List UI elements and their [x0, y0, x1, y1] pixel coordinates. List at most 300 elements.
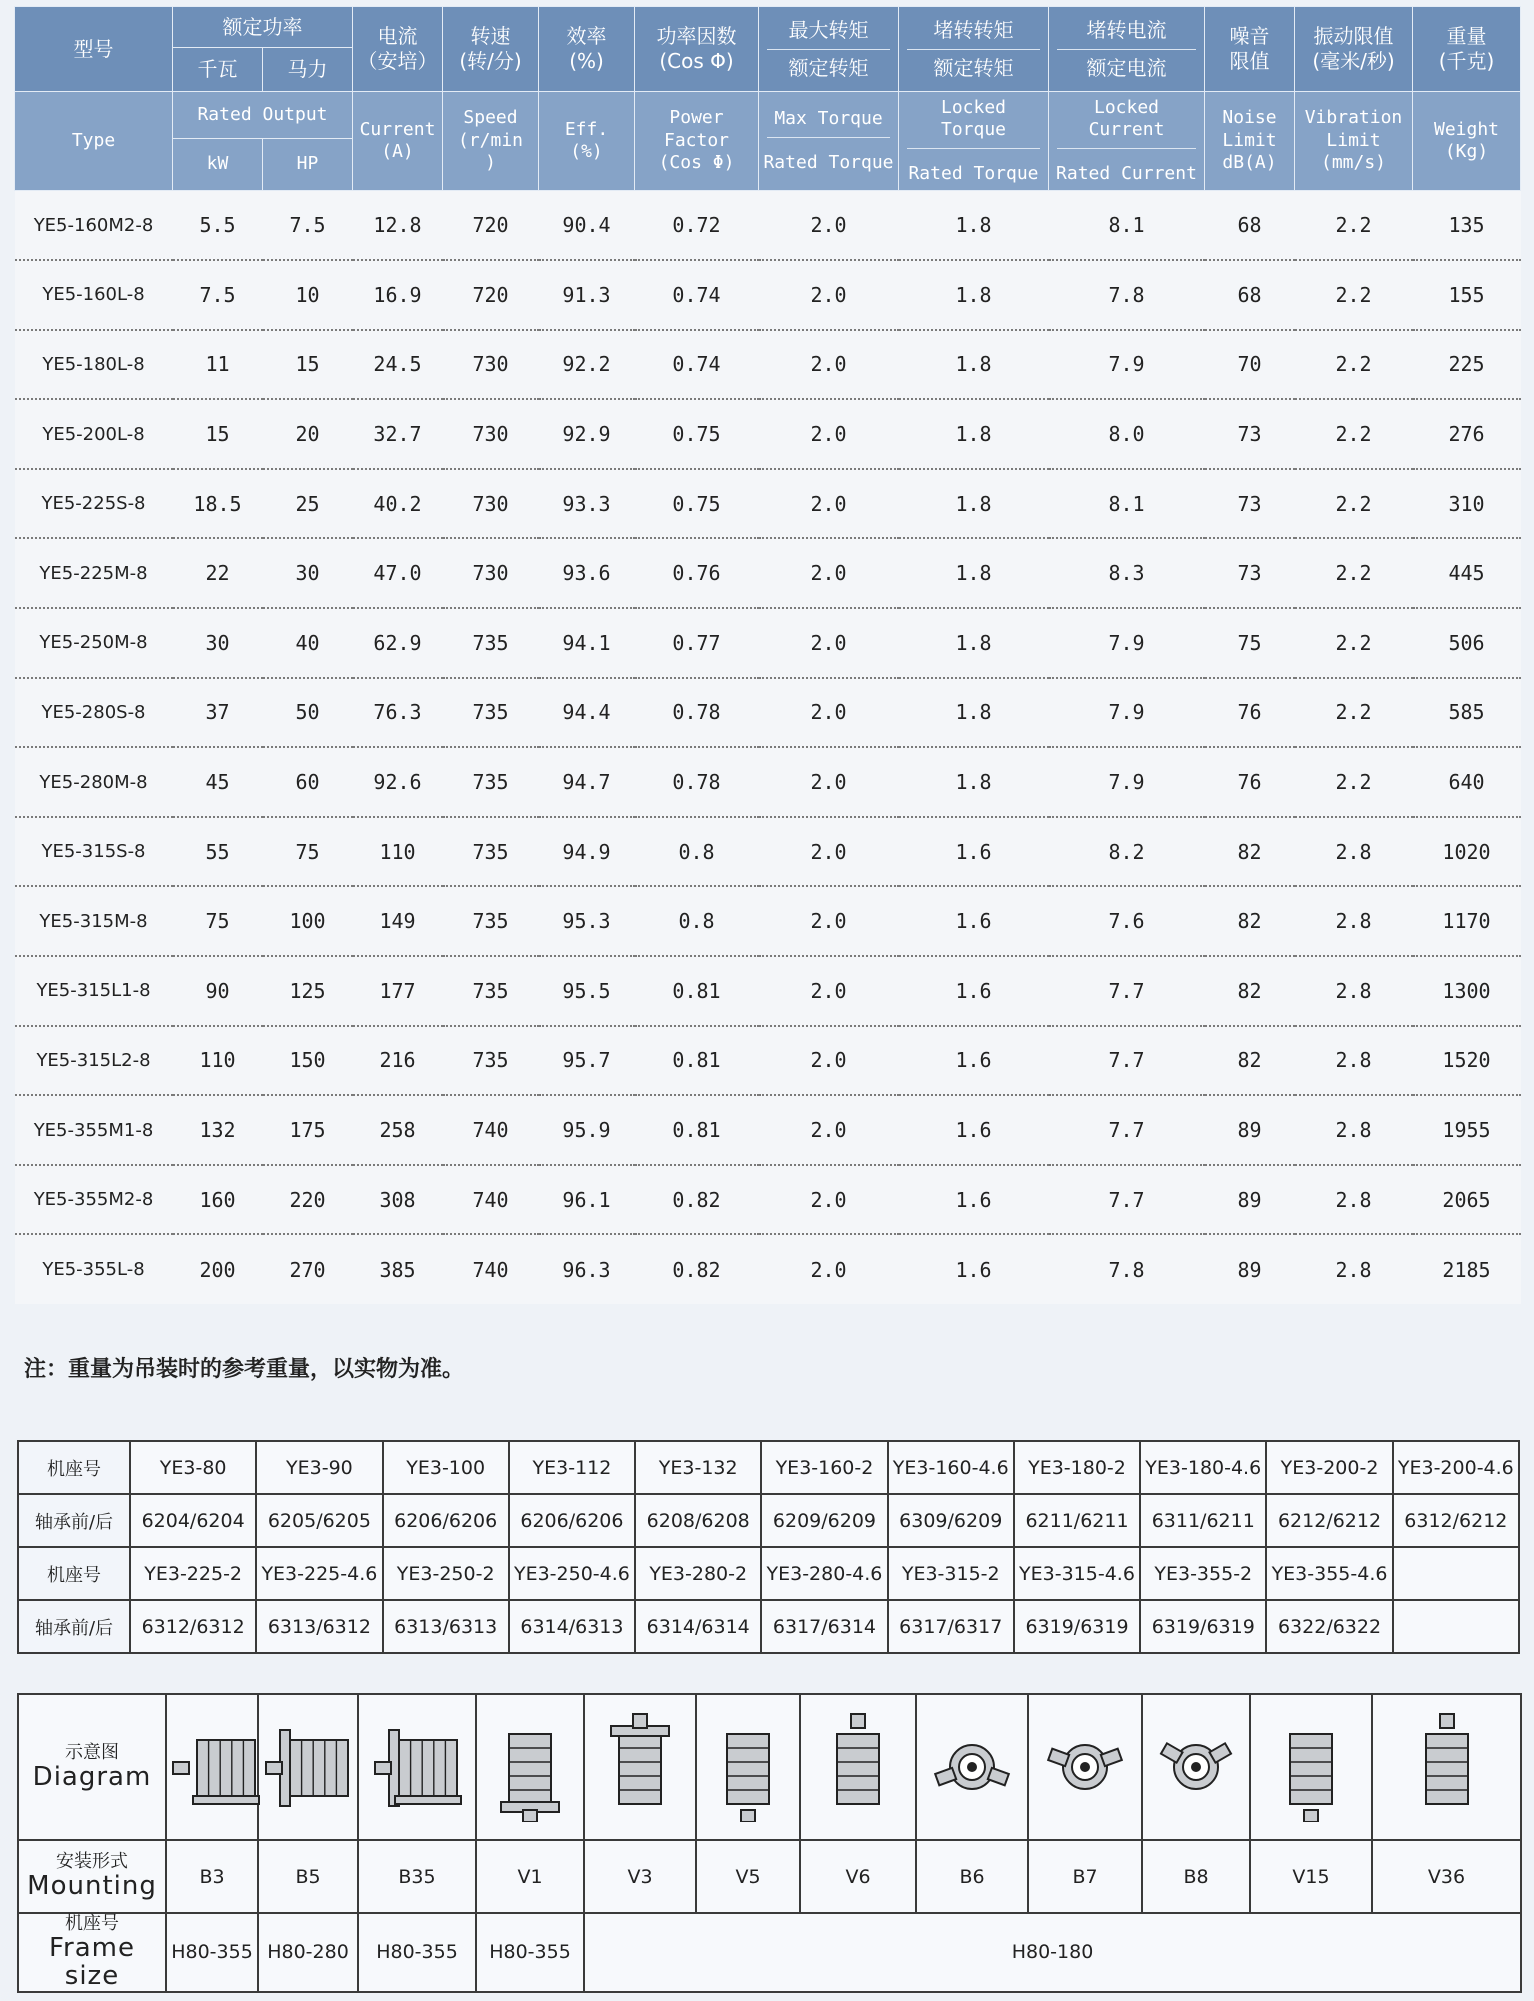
mounting-type-cell: V36: [1372, 1840, 1521, 1913]
frame-cell: YE3-225-4.6: [256, 1547, 382, 1600]
hp-cell: 25: [263, 469, 353, 539]
vibration-cell: 2.2: [1295, 469, 1413, 539]
power-factor-cell: 0.82: [635, 1165, 759, 1235]
locked-torque-ratio-cell: 1.6: [899, 1095, 1049, 1165]
frame-cell: YE3-280-4.6: [761, 1547, 887, 1600]
bearing-cell: 6309/6209: [888, 1494, 1014, 1547]
eff-cell: 95.3: [539, 886, 635, 956]
mounting-type-cell: B8: [1142, 1840, 1250, 1913]
speed-header-en: Speed (r/min ): [443, 92, 539, 191]
hp-cell: 30: [263, 538, 353, 608]
frame-size-header: 机座号 Frame size: [18, 1913, 166, 1992]
vibration-cell: 2.2: [1295, 608, 1413, 678]
max-torque-ratio-cell: 2.0: [759, 469, 899, 539]
vibration-cell: 2.2: [1295, 330, 1413, 400]
noise-cell: 68: [1205, 191, 1295, 261]
locked-current-ratio-cell: 8.1: [1049, 191, 1205, 261]
speed-cell: 740: [443, 1234, 539, 1304]
vibration-cell: 2.8: [1295, 1165, 1413, 1235]
speed-cell: 730: [443, 399, 539, 469]
bearing-cell: 6312/6212: [1393, 1494, 1519, 1547]
power-factor-cell: 0.76: [635, 538, 759, 608]
mounting-diagram-v36: [1372, 1694, 1521, 1840]
locked-current-ratio-cell: 7.8: [1049, 1234, 1205, 1304]
locked-torque-ratio-cell: 1.6: [899, 886, 1049, 956]
noise-cell: 76: [1205, 747, 1295, 817]
frame-size-cell: H80-355: [358, 1913, 476, 1992]
hp-cell: 100: [263, 886, 353, 956]
max-torque-ratio-cell: 2.0: [759, 1026, 899, 1096]
frame-label: 机座号: [18, 1547, 130, 1600]
vibration-header-en: Vibration Limit (mm/s): [1295, 92, 1413, 191]
frame-cell: YE3-355-2: [1140, 1547, 1266, 1600]
locked-torque-ratio-cell: 1.6: [899, 1026, 1049, 1096]
weight-cell: 585: [1413, 678, 1521, 748]
type-cell: YE5-355M1-8: [15, 1095, 173, 1165]
speed-cell: 735: [443, 886, 539, 956]
frame-cell: YE3-200-4.6: [1393, 1441, 1519, 1494]
bearing-row: [18, 1600, 1519, 1653]
table-row: [15, 1026, 1521, 1096]
locked-current-ratio-cell: 7.6: [1049, 886, 1205, 956]
bearing-cell: 6205/6205: [256, 1494, 382, 1547]
locked-torque-ratio-cell: 1.8: [899, 608, 1049, 678]
bearing-label: 轴承前/后: [18, 1494, 130, 1547]
bearing-cell: 6314/6314: [635, 1600, 761, 1653]
frame-cell: YE3-90: [256, 1441, 382, 1494]
max-torque-header-en: Max Torque Rated Torque: [759, 92, 899, 191]
weight-cell: 135: [1413, 191, 1521, 261]
locked-current-ratio-cell: 7.7: [1049, 1026, 1205, 1096]
weight-cell: 2185: [1413, 1234, 1521, 1304]
eff-cell: 94.7: [539, 747, 635, 817]
bearing-cell: 6208/6208: [635, 1494, 761, 1547]
locked-current-ratio-cell: 7.9: [1049, 678, 1205, 748]
weight-cell: 1020: [1413, 817, 1521, 887]
locked-torque-ratio-cell: 1.8: [899, 747, 1049, 817]
speed-cell: 735: [443, 956, 539, 1026]
type-header-en: Type: [15, 92, 173, 191]
weight-cell: 1520: [1413, 1026, 1521, 1096]
hp-cell: 15: [263, 330, 353, 400]
noise-cell: 73: [1205, 538, 1295, 608]
current-cell: 76.3: [353, 678, 443, 748]
type-cell: YE5-225M-8: [15, 538, 173, 608]
bearing-cell: 6311/6211: [1140, 1494, 1266, 1547]
frame-cell: YE3-160-2: [761, 1441, 887, 1494]
mounting-type-cell: B7: [1028, 1840, 1142, 1913]
locked-torque-ratio-cell: 1.6: [899, 956, 1049, 1026]
noise-cell: 89: [1205, 1234, 1295, 1304]
speed-cell: 735: [443, 1026, 539, 1096]
table-row: [15, 817, 1521, 887]
rated-output-header-en: Rated Output: [173, 92, 353, 139]
table-row: [15, 886, 1521, 956]
locked-current-ratio-cell: 7.8: [1049, 260, 1205, 330]
speed-header-cn: 转速 (转/分): [443, 7, 539, 92]
hp-header-en: HP: [263, 139, 353, 191]
max-torque-ratio-cell: 2.0: [759, 260, 899, 330]
speed-cell: 730: [443, 330, 539, 400]
bearing-cell: 6206/6206: [509, 1494, 635, 1547]
power-factor-cell: 0.75: [635, 469, 759, 539]
speed-cell: 740: [443, 1095, 539, 1165]
current-cell: 32.7: [353, 399, 443, 469]
current-cell: 47.0: [353, 538, 443, 608]
max-torque-ratio-cell: 2.0: [759, 1165, 899, 1235]
eff-cell: 96.3: [539, 1234, 635, 1304]
mounting-type-cell: V1: [476, 1840, 584, 1913]
kw-header-cn: 千瓦: [173, 48, 263, 92]
mounting-diagram-v3: [584, 1694, 696, 1840]
current-cell: 62.9: [353, 608, 443, 678]
current-cell: 24.5: [353, 330, 443, 400]
noise-cell: 82: [1205, 956, 1295, 1026]
frame-cell: [1393, 1547, 1519, 1600]
mounting-type-cell: V15: [1250, 1840, 1372, 1913]
locked-torque-ratio-cell: 1.8: [899, 399, 1049, 469]
noise-cell: 73: [1205, 469, 1295, 539]
type-cell: YE5-160L-8: [15, 260, 173, 330]
table-row: [15, 1095, 1521, 1165]
speed-cell: 730: [443, 469, 539, 539]
kw-cell: 11: [173, 330, 263, 400]
power-factor-cell: 0.75: [635, 399, 759, 469]
current-cell: 258: [353, 1095, 443, 1165]
diagram-row: [18, 1694, 1521, 1840]
mounting-type-cell: V5: [696, 1840, 800, 1913]
mounting-table: [17, 1693, 1522, 1993]
power-factor-cell: 0.81: [635, 1026, 759, 1096]
frame-cell: YE3-100: [383, 1441, 509, 1494]
table-row: [15, 678, 1521, 748]
frame-cell: YE3-315-2: [888, 1547, 1014, 1600]
eff-cell: 96.1: [539, 1165, 635, 1235]
locked-torque-ratio-cell: 1.8: [899, 191, 1049, 261]
type-cell: YE5-160M2-8: [15, 191, 173, 261]
noise-cell: 75: [1205, 608, 1295, 678]
kw-cell: 160: [173, 1165, 263, 1235]
noise-cell: 89: [1205, 1165, 1295, 1235]
current-cell: 92.6: [353, 747, 443, 817]
kw-cell: 7.5: [173, 260, 263, 330]
eff-cell: 91.3: [539, 260, 635, 330]
type-cell: YE5-315S-8: [15, 817, 173, 887]
eff-cell: 95.5: [539, 956, 635, 1026]
kw-cell: 55: [173, 817, 263, 887]
bearing-cell: 6204/6204: [130, 1494, 256, 1547]
bearing-cell: 6314/6313: [509, 1600, 635, 1653]
frame-size-row: [18, 1913, 1521, 1992]
weight-cell: 276: [1413, 399, 1521, 469]
mounting-diagram-b7: [1028, 1694, 1142, 1840]
type-cell: YE5-225S-8: [15, 469, 173, 539]
vibration-cell: 2.8: [1295, 817, 1413, 887]
eff-cell: 94.9: [539, 817, 635, 887]
hp-cell: 125: [263, 956, 353, 1026]
hp-cell: 150: [263, 1026, 353, 1096]
kw-cell: 90: [173, 956, 263, 1026]
vibration-cell: 2.8: [1295, 1026, 1413, 1096]
max-torque-header-cn: 最大转矩 额定转矩: [759, 7, 899, 92]
mounting-diagram-v15: [1250, 1694, 1372, 1840]
vibration-cell: 2.8: [1295, 1234, 1413, 1304]
kw-cell: 30: [173, 608, 263, 678]
bearing-cell: 6209/6209: [761, 1494, 887, 1547]
current-cell: 177: [353, 956, 443, 1026]
speed-cell: 735: [443, 608, 539, 678]
hp-cell: 20: [263, 399, 353, 469]
motor-spec-table: [14, 6, 1521, 1304]
weight-cell: 155: [1413, 260, 1521, 330]
power-factor-cell: 0.77: [635, 608, 759, 678]
locked-torque-header-en: Locked Torque Rated Torque: [899, 92, 1049, 191]
table-row: [15, 956, 1521, 1026]
vibration-cell: 2.2: [1295, 260, 1413, 330]
current-cell: 385: [353, 1234, 443, 1304]
speed-cell: 720: [443, 260, 539, 330]
frame-cell: YE3-80: [130, 1441, 256, 1494]
locked-torque-ratio-cell: 1.8: [899, 538, 1049, 608]
table-row: [15, 538, 1521, 608]
weight-cell: 640: [1413, 747, 1521, 817]
locked-torque-ratio-cell: 1.6: [899, 817, 1049, 887]
mounting-type-cell: B35: [358, 1840, 476, 1913]
eff-cell: 92.2: [539, 330, 635, 400]
mounting-type-cell: V3: [584, 1840, 696, 1913]
table-row: [15, 747, 1521, 817]
frame-cell: YE3-315-4.6: [1014, 1547, 1140, 1600]
frame-size-row: [18, 1547, 1519, 1600]
frame-size-row: [18, 1441, 1519, 1494]
table-row: [15, 191, 1521, 261]
kw-cell: 15: [173, 399, 263, 469]
bearing-cell: 6312/6312: [130, 1600, 256, 1653]
power-factor-cell: 0.8: [635, 886, 759, 956]
power-factor-cell: 0.72: [635, 191, 759, 261]
mounting-type-cell: V6: [800, 1840, 916, 1913]
hp-cell: 270: [263, 1234, 353, 1304]
weight-cell: 225: [1413, 330, 1521, 400]
noise-cell: 68: [1205, 260, 1295, 330]
power-factor-cell: 0.82: [635, 1234, 759, 1304]
max-torque-ratio-cell: 2.0: [759, 1234, 899, 1304]
max-torque-ratio-cell: 2.0: [759, 956, 899, 1026]
frame-cell: YE3-160-4.6: [888, 1441, 1014, 1494]
eff-header-en: Eff. (%): [539, 92, 635, 191]
weight-cell: 506: [1413, 608, 1521, 678]
weight-cell: 310: [1413, 469, 1521, 539]
table-row: [15, 469, 1521, 539]
bearing-cell: [1393, 1600, 1519, 1653]
max-torque-ratio-cell: 2.0: [759, 330, 899, 400]
max-torque-ratio-cell: 2.0: [759, 1095, 899, 1165]
vibration-cell: 2.8: [1295, 886, 1413, 956]
locked-current-ratio-cell: 8.1: [1049, 469, 1205, 539]
mounting-type-cell: B6: [916, 1840, 1028, 1913]
eff-cell: 90.4: [539, 191, 635, 261]
speed-cell: 720: [443, 191, 539, 261]
locked-current-ratio-cell: 8.0: [1049, 399, 1205, 469]
frame-size-cell: H80-355: [476, 1913, 584, 1992]
kw-cell: 45: [173, 747, 263, 817]
bearing-table: [17, 1440, 1520, 1654]
max-torque-ratio-cell: 2.0: [759, 817, 899, 887]
vibration-cell: 2.8: [1295, 1095, 1413, 1165]
hp-cell: 7.5: [263, 191, 353, 261]
locked-torque-ratio-cell: 1.6: [899, 1165, 1049, 1235]
mounting-diagram-b5: [258, 1694, 358, 1840]
kw-cell: 5.5: [173, 191, 263, 261]
locked-current-header-en: Locked Current Rated Current: [1049, 92, 1205, 191]
locked-current-ratio-cell: 8.3: [1049, 538, 1205, 608]
frame-size-cell: H80-180: [584, 1913, 1521, 1992]
kw-cell: 18.5: [173, 469, 263, 539]
hp-cell: 10: [263, 260, 353, 330]
bearing-cell: 6317/6317: [888, 1600, 1014, 1653]
power-factor-cell: 0.78: [635, 678, 759, 748]
vibration-header-cn: 振动限值 (毫米/秒): [1295, 7, 1413, 92]
frame-cell: YE3-225-2: [130, 1547, 256, 1600]
locked-current-ratio-cell: 7.7: [1049, 1095, 1205, 1165]
table-row: [15, 1234, 1521, 1304]
locked-torque-ratio-cell: 1.8: [899, 260, 1049, 330]
noise-cell: 89: [1205, 1095, 1295, 1165]
mounting-diagram-v6: [800, 1694, 916, 1840]
mounting-diagram-b35: [358, 1694, 476, 1840]
max-torque-ratio-cell: 2.0: [759, 608, 899, 678]
locked-current-ratio-cell: 7.9: [1049, 608, 1205, 678]
max-torque-ratio-cell: 2.0: [759, 678, 899, 748]
bearing-cell: 6313/6313: [383, 1600, 509, 1653]
mounting-type-cell: B5: [258, 1840, 358, 1913]
type-cell: YE5-180L-8: [15, 330, 173, 400]
hp-cell: 60: [263, 747, 353, 817]
pf-header-cn: 功率因数 (Cos Φ): [635, 7, 759, 92]
locked-torque-ratio-cell: 1.8: [899, 330, 1049, 400]
vibration-cell: 2.2: [1295, 678, 1413, 748]
locked-torque-ratio-cell: 1.8: [899, 678, 1049, 748]
weight-cell: 2065: [1413, 1165, 1521, 1235]
mounting-diagram-b6: [916, 1694, 1028, 1840]
type-cell: YE5-315L2-8: [15, 1026, 173, 1096]
type-cell: YE5-315L1-8: [15, 956, 173, 1026]
mounting-row: [18, 1840, 1521, 1913]
type-cell: YE5-280S-8: [15, 678, 173, 748]
speed-cell: 740: [443, 1165, 539, 1235]
frame-cell: YE3-180-4.6: [1140, 1441, 1266, 1494]
kw-cell: 200: [173, 1234, 263, 1304]
type-cell: YE5-280M-8: [15, 747, 173, 817]
mounting-diagram-v5: [696, 1694, 800, 1840]
frame-cell: YE3-280-2: [635, 1547, 761, 1600]
pf-header-en: Power Factor (Cos Φ): [635, 92, 759, 191]
hp-cell: 175: [263, 1095, 353, 1165]
locked-torque-header-cn: 堵转转矩 额定转矩: [899, 7, 1049, 92]
kw-cell: 37: [173, 678, 263, 748]
spec-table-body: [15, 191, 1521, 1305]
rated-output-header-cn: 额定功率: [173, 7, 353, 48]
hp-header-cn: 马力: [263, 48, 353, 92]
current-cell: 308: [353, 1165, 443, 1235]
eff-cell: 95.7: [539, 1026, 635, 1096]
weight-header-en: Weight (Kg): [1413, 92, 1521, 191]
vibration-cell: 2.2: [1295, 538, 1413, 608]
eff-cell: 95.9: [539, 1095, 635, 1165]
locked-current-ratio-cell: 7.7: [1049, 956, 1205, 1026]
weight-note: 注：重量为吊装时的参考重量，以实物为准。: [24, 1357, 465, 1382]
hp-cell: 220: [263, 1165, 353, 1235]
bearing-cell: 6317/6314: [761, 1600, 887, 1653]
table-row: [15, 330, 1521, 400]
bearing-cell: 6211/6211: [1014, 1494, 1140, 1547]
frame-cell: YE3-355-4.6: [1266, 1547, 1392, 1600]
bearing-cell: 6319/6319: [1014, 1600, 1140, 1653]
max-torque-ratio-cell: 2.0: [759, 886, 899, 956]
table-row: [15, 260, 1521, 330]
type-cell: YE5-355L-8: [15, 1234, 173, 1304]
current-cell: 16.9: [353, 260, 443, 330]
current-header-en: Current (A): [353, 92, 443, 191]
speed-cell: 735: [443, 817, 539, 887]
mounting-header: 安装形式 Mounting: [18, 1840, 166, 1913]
weight-cell: 1300: [1413, 956, 1521, 1026]
bearing-cell: 6319/6319: [1140, 1600, 1266, 1653]
speed-cell: 730: [443, 538, 539, 608]
mounting-diagram-b8: [1142, 1694, 1250, 1840]
table-row: [15, 1165, 1521, 1235]
power-factor-cell: 0.74: [635, 330, 759, 400]
frame-cell: YE3-112: [509, 1441, 635, 1494]
power-factor-cell: 0.74: [635, 260, 759, 330]
current-cell: 216: [353, 1026, 443, 1096]
current-cell: 12.8: [353, 191, 443, 261]
eff-header-cn: 效率 (%): [539, 7, 635, 92]
eff-cell: 93.6: [539, 538, 635, 608]
mounting-type-cell: B3: [166, 1840, 258, 1913]
frame-label: 机座号: [18, 1441, 130, 1494]
type-cell: YE5-200L-8: [15, 399, 173, 469]
vibration-cell: 2.8: [1295, 956, 1413, 1026]
vibration-cell: 2.2: [1295, 399, 1413, 469]
current-header-cn: 电流 （安培）: [353, 7, 443, 92]
speed-cell: 735: [443, 678, 539, 748]
locked-torque-ratio-cell: 1.6: [899, 1234, 1049, 1304]
hp-cell: 40: [263, 608, 353, 678]
noise-cell: 70: [1205, 330, 1295, 400]
frame-cell: YE3-250-2: [383, 1547, 509, 1600]
bearing-table-body: [18, 1441, 1519, 1653]
frame-cell: YE3-132: [635, 1441, 761, 1494]
weight-cell: 1955: [1413, 1095, 1521, 1165]
power-factor-cell: 0.81: [635, 1095, 759, 1165]
diagram-header: 示意图 Diagram: [18, 1694, 166, 1840]
noise-cell: 82: [1205, 817, 1295, 887]
power-factor-cell: 0.78: [635, 747, 759, 817]
locked-current-ratio-cell: 7.9: [1049, 747, 1205, 817]
frame-size-cell: H80-355: [166, 1913, 258, 1992]
frame-cell: YE3-180-2: [1014, 1441, 1140, 1494]
vibration-cell: 2.2: [1295, 191, 1413, 261]
bearing-cell: 6313/6312: [256, 1600, 382, 1653]
frame-cell: YE3-200-2: [1266, 1441, 1392, 1494]
locked-torque-ratio-cell: 1.8: [899, 469, 1049, 539]
noise-cell: 82: [1205, 886, 1295, 956]
max-torque-ratio-cell: 2.0: [759, 747, 899, 817]
eff-cell: 92.9: [539, 399, 635, 469]
current-cell: 40.2: [353, 469, 443, 539]
bearing-cell: 6322/6322: [1266, 1600, 1392, 1653]
